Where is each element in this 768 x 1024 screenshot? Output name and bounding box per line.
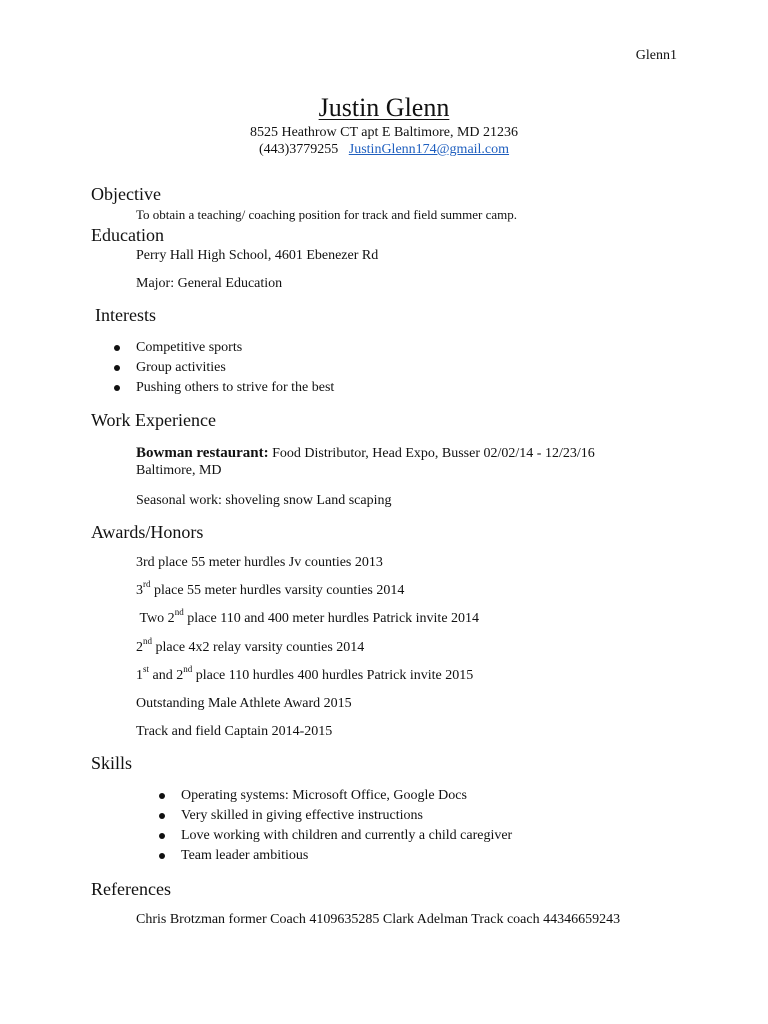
objective-text: To obtain a teaching/ coaching position for track and field summer camp. xyxy=(136,207,518,222)
list-item: Group activities xyxy=(136,358,334,378)
name-text: Justin Glenn xyxy=(318,93,450,122)
work-seasonal: Seasonal work: shoveling snow Land scaping xyxy=(136,493,392,508)
award-item: 2nd place 4x2 relay varsity counties 2014 xyxy=(136,636,365,655)
award-item: Track and field Captain 2014-2015 xyxy=(136,724,333,739)
list-item: Very skilled in giving effective instructions xyxy=(181,806,512,826)
education-major: Major: General Education xyxy=(136,276,283,291)
award-item: Outstanding Male Athlete Award 2015 xyxy=(136,696,352,711)
skills-heading: Skills xyxy=(91,753,133,773)
references-heading: References xyxy=(91,879,171,899)
education-heading: Education xyxy=(91,225,164,245)
references-text: Chris Brotzman former Coach 4109635285 Clark Adelman Track coach 44346659243 xyxy=(136,912,621,927)
email-link[interactable]: JustinGlenn174@gmail.com xyxy=(348,142,510,157)
address-line: 8525 Heathrow CT apt E Baltimore, MD 21236 xyxy=(249,125,519,140)
work-location: Baltimore, MD xyxy=(136,463,222,478)
list-item: Competitive sports xyxy=(136,338,334,358)
work-roles: Food Distributor, Head Expo, Busser 02/02/14 - 12/23/16 xyxy=(272,446,595,461)
contact-line xyxy=(0,142,768,158)
award-item: Two 2nd place 110 and 400 meter hurdles Patrick invite 2014 xyxy=(139,607,480,626)
education-school: Perry Hall High School, 4601 Ebenezer Rd xyxy=(136,248,379,263)
work-employer: Bowman restaurant: xyxy=(136,445,269,461)
interests-list xyxy=(136,338,334,398)
skills-list xyxy=(181,786,512,866)
awards-heading: Awards/Honors xyxy=(91,522,204,542)
objective-heading: Objective xyxy=(91,184,161,204)
work-heading: Work Experience xyxy=(91,410,216,430)
resume-name xyxy=(0,92,768,124)
award-item: 1st and 2nd place 110 hurdles 400 hurdles Patrick invite 2015 xyxy=(136,664,474,683)
list-item: Love working with children and currently a child caregiver xyxy=(181,826,512,846)
award-item: 3rd place 55 meter hurdles Jv counties 2013 xyxy=(136,555,383,570)
award-item: 3rd place 55 meter hurdles varsity counties 2014 xyxy=(136,579,405,598)
page-header: Glenn1 xyxy=(635,48,677,63)
interests-heading: Interests xyxy=(95,305,156,325)
phone-number: (443)3779255 xyxy=(258,142,339,157)
work-entry xyxy=(136,445,595,462)
list-item: Team leader ambitious xyxy=(181,846,512,866)
list-item: Operating systems: Microsoft Office, Google Docs xyxy=(181,786,512,806)
list-item: Pushing others to strive for the best xyxy=(136,378,334,398)
